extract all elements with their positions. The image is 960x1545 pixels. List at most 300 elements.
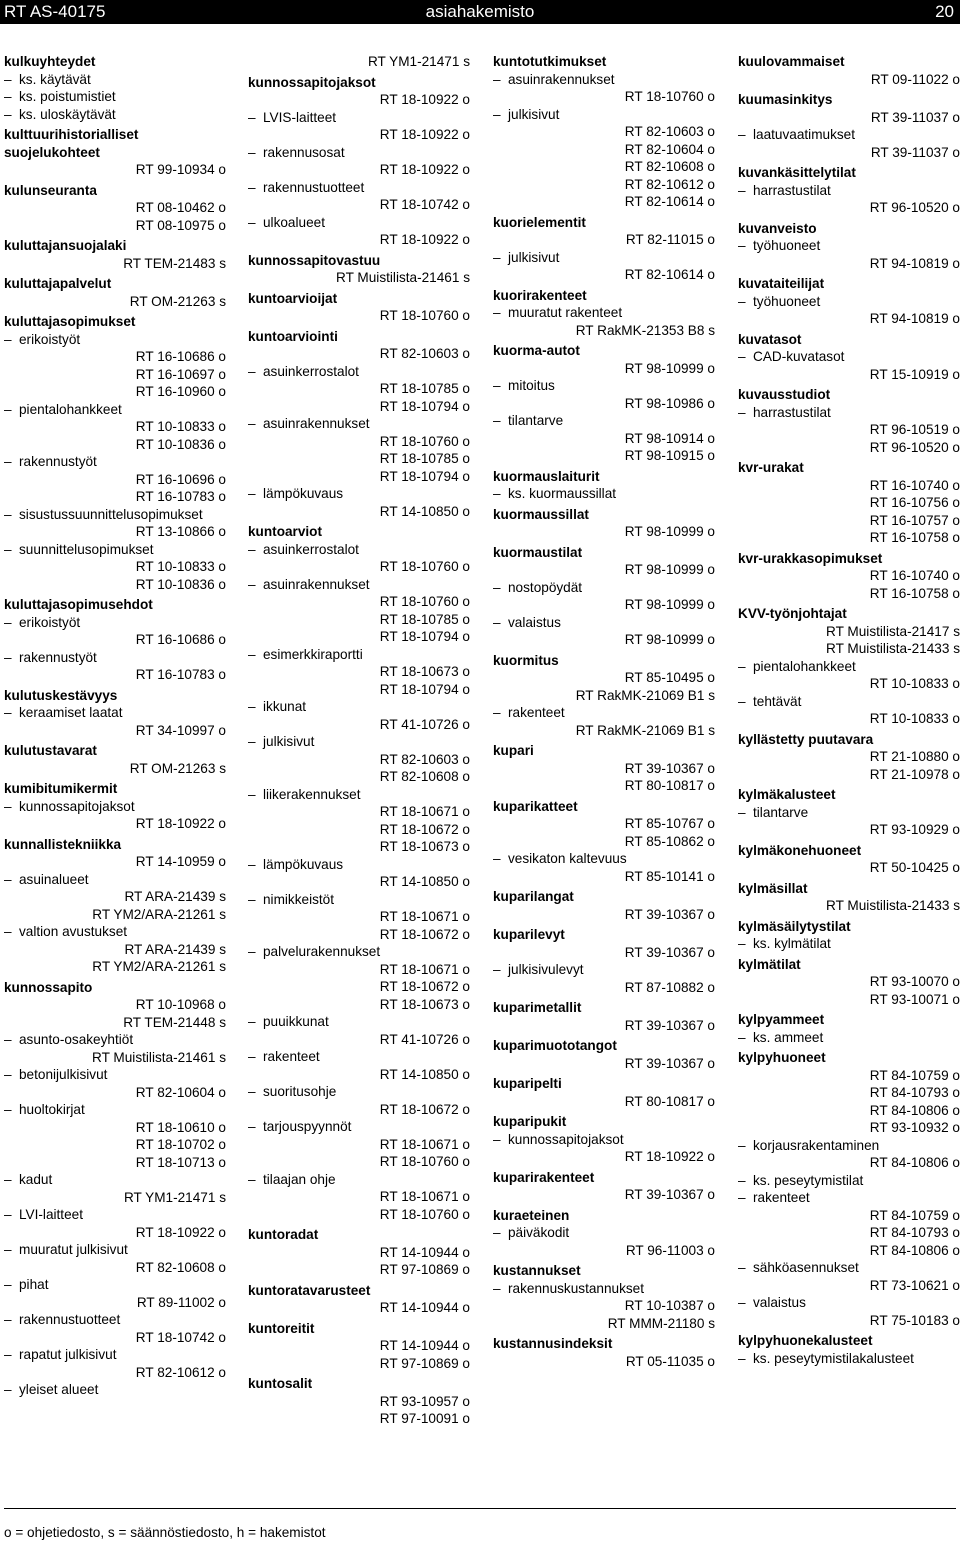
index-entry <box>738 53 960 88</box>
index-entry <box>738 918 960 953</box>
document-reference: RT 16-10756 o <box>869 495 960 510</box>
document-reference: RT 18-10671 o <box>379 804 470 819</box>
index-entry <box>493 1262 715 1332</box>
document-reference: RT 96-10520 o <box>869 439 960 455</box>
document-reference: RT 98-10999 o <box>624 360 715 376</box>
index-entry <box>493 1037 715 1072</box>
index-term: kuluttajasopimukset <box>4 314 136 329</box>
document-reference: RT 18-10922 o <box>379 127 470 142</box>
document-reference: RT OM-21263 s <box>129 760 226 776</box>
index-subterm: – julkisivut <box>493 106 715 124</box>
document-reference: RT 82-10608 o <box>379 769 470 784</box>
index-subterm: – ks. peseytymistilakalusteet <box>738 1350 960 1368</box>
index-term: kuraeteinen <box>493 1207 570 1223</box>
index-column-3 <box>493 53 715 1373</box>
index-term: kuntoreitit <box>248 1320 315 1336</box>
index-subterm: – tarjouspyynnöt <box>248 1118 470 1136</box>
index-subterm: – asunto-osakeyhtiöt <box>4 1031 226 1049</box>
index-subterm: – tilantarve <box>738 804 960 822</box>
document-reference: RT 39-10367 o <box>624 906 715 922</box>
index-term: kylmäkalusteet <box>738 787 836 802</box>
index-subterm: – ks. uloskäytävät <box>4 106 226 124</box>
header-document-code: RT AS-40175 <box>4 2 106 21</box>
document-reference: RT 16-10697 o <box>135 366 226 382</box>
document-reference: RT Muistilista-21461 s <box>336 270 470 285</box>
index-entry <box>248 290 470 325</box>
index-subterm: – rapatut julkisivut <box>4 1346 226 1364</box>
document-reference: RT 10-10836 o <box>135 576 226 592</box>
document-reference: RT 18-10794 o <box>379 398 470 414</box>
document-reference: RT 89-11002 o <box>136 1294 226 1310</box>
index-subterm: – rakennustyöt <box>4 453 226 471</box>
document-reference: RT 97-10091 o <box>379 1411 470 1426</box>
document-reference: RT 10-10968 o <box>135 997 226 1012</box>
index-term: kunnossapitojaksot <box>248 74 376 90</box>
document-reference: RT 85-10767 o <box>624 816 715 831</box>
index-subterm: – julkisivut <box>493 249 715 267</box>
footer-divider <box>4 1508 956 1509</box>
index-subterm: – valaistus <box>738 1294 960 1312</box>
index-entry <box>738 1049 960 1329</box>
document-reference: RT 18-10713 o <box>135 1154 226 1170</box>
index-term: kulutustavarat <box>4 743 97 758</box>
document-reference: RT 84-10806 o <box>869 1155 960 1170</box>
index-entry <box>248 328 470 521</box>
document-reference: RT 16-10758 o <box>869 585 960 601</box>
document-reference: RT MMM-21180 s <box>607 1315 715 1331</box>
document-reference: RT 16-10696 o <box>135 471 226 487</box>
document-reference: RT 18-10760 o <box>624 89 715 104</box>
document-reference: RT 10-10833 o <box>869 676 960 691</box>
document-reference: RT 93-10071 o <box>869 991 960 1007</box>
document-reference: RT 18-10742 o <box>379 197 470 212</box>
document-reference: RT 84-10793 o <box>869 1225 960 1240</box>
index-subterm: – tehtävät <box>738 693 960 711</box>
index-entry <box>493 214 715 284</box>
index-term: kuntoarvioijat <box>248 290 338 306</box>
document-reference: RT 18-10742 o <box>135 1329 226 1345</box>
document-reference: RT 93-10932 o <box>869 1120 960 1135</box>
document-reference: RT 14-10850 o <box>379 503 470 519</box>
document-reference: RT Muistilista-21461 s <box>92 1049 226 1065</box>
document-reference: RT 98-10914 o <box>624 430 715 446</box>
document-reference: RT 39-10367 o <box>624 1055 715 1071</box>
document-reference: RT 16-10757 o <box>869 512 960 528</box>
document-reference: RT 18-10671 o <box>379 909 470 924</box>
document-reference: RT RakMK-21353 B8 s <box>575 322 715 338</box>
index-column-1 <box>4 53 226 1402</box>
document-reference: RT 18-10794 o <box>379 629 470 644</box>
index-entry <box>248 1226 470 1279</box>
index-term: kuormaustilat <box>493 544 583 560</box>
index-term: kuparilevyt <box>493 927 565 942</box>
index-term: kuorirakenteet <box>493 287 587 303</box>
document-reference: RT 82-10608 o <box>135 1259 226 1275</box>
document-reference: RT 39-11037 o <box>870 144 960 160</box>
document-reference: RT 18-10922 o <box>624 1149 715 1164</box>
index-entry <box>493 888 715 923</box>
index-subterm: – kadut <box>4 1171 226 1189</box>
index-subterm: – yleiset alueet <box>4 1381 226 1399</box>
document-reference: RT 39-10367 o <box>624 944 715 960</box>
index-term: kylmäsillat <box>738 880 808 896</box>
index-entry <box>248 523 470 1223</box>
document-reference: RT RakMK-21069 B1 s <box>575 687 715 703</box>
document-reference: RT 16-10783 o <box>135 667 226 682</box>
index-subterm: – ks. ammeet <box>738 1029 960 1047</box>
footer-legend: o = ohjetiedosto, s = säännöstiedosto, h = hakemistot <box>4 1525 326 1540</box>
document-reference: RT 87-10882 o <box>624 979 715 995</box>
index-subterm: – julkisivut <box>248 733 470 751</box>
document-reference: RT 41-10726 o <box>379 716 470 732</box>
index-entry <box>493 1113 715 1166</box>
index-subterm: – pientalohankkeet <box>738 658 960 676</box>
index-entry <box>4 126 226 179</box>
index-subterm: – lämpökuvaus <box>248 485 470 503</box>
index-entry <box>738 220 960 273</box>
index-entry <box>738 386 960 456</box>
document-reference: RT Muistilista-21433 s <box>826 898 960 913</box>
index-subterm: – lämpökuvaus <box>248 856 470 874</box>
document-reference: RT 50-10425 o <box>869 860 960 875</box>
index-term: kuorielementit <box>493 214 586 230</box>
index-entry <box>738 1011 960 1046</box>
index-subterm: – laatuvaatimukset <box>738 126 960 144</box>
index-subterm: – nostopöydät <box>493 579 715 597</box>
index-subterm: – CAD-kuvatasot <box>738 348 960 366</box>
index-entry <box>493 1207 715 1260</box>
document-reference: RT 18-10760 o <box>379 594 470 609</box>
document-reference: RT 82-10612 o <box>624 176 715 192</box>
document-reference: RT 10-10833 o <box>135 559 226 574</box>
index-term: kulutuskestävyys <box>4 687 118 703</box>
index-entry <box>738 331 960 384</box>
index-subterm: – ks. kuormaussillat <box>493 485 715 503</box>
index-term: kulunseuranta <box>4 182 97 198</box>
document-reference: RT YM2/ARA-21261 s <box>92 959 226 974</box>
document-reference: RT 16-10740 o <box>869 477 960 493</box>
document-reference: RT 98-10915 o <box>624 448 715 463</box>
index-term: kuvataiteilijat <box>738 276 825 291</box>
index-subterm: – asuinalueet <box>4 871 226 889</box>
document-reference: RT 18-10671 o <box>379 1189 470 1204</box>
document-reference: RT 18-10672 o <box>379 821 470 837</box>
index-subterm: – mitoitus <box>493 377 715 395</box>
document-reference: RT 82-10603 o <box>379 751 470 767</box>
document-reference: RT 93-10070 o <box>869 974 960 989</box>
index-entry <box>493 742 715 795</box>
document-reference: RT 98-10999 o <box>624 632 715 647</box>
index-subterm: – suoritusohje <box>248 1083 470 1101</box>
index-subterm: – rakenteet <box>493 704 715 722</box>
document-reference: RT 84-10806 o <box>869 1242 960 1258</box>
document-reference: RT 84-10759 o <box>869 1067 960 1083</box>
index-term: kuntotutkimukset <box>493 54 607 69</box>
index-subterm: – ikkunat <box>248 698 470 716</box>
document-reference: RT 18-10672 o <box>379 979 470 994</box>
index-term: kuluttajapalvelut <box>4 276 112 291</box>
index-subterm: – asuinkerrostalot <box>248 363 470 381</box>
index-term: kuntoarviot <box>248 524 323 539</box>
index-subterm: – ks. peseytymistilat <box>738 1172 960 1190</box>
document-reference: RT 18-10673 o <box>379 996 470 1012</box>
document-reference: RT 80-10817 o <box>624 1093 715 1109</box>
document-reference: RT 18-10673 o <box>379 664 470 679</box>
document-reference: RT 14-10944 o <box>379 1300 470 1315</box>
document-reference: RT 14-10850 o <box>379 874 470 889</box>
document-reference: RT 18-10760 o <box>379 433 470 449</box>
page-header <box>0 0 960 24</box>
index-subterm: – rakennustyöt <box>4 649 226 667</box>
index-entry <box>493 1169 715 1204</box>
index-term: kylmätilat <box>738 956 801 972</box>
index-column-2 <box>248 53 470 1431</box>
index-subterm: – ks. käytävät <box>4 71 226 89</box>
document-reference: RT 18-10760 o <box>379 308 470 323</box>
document-reference: RT 14-10944 o <box>379 1338 470 1353</box>
document-reference: RT 97-10869 o <box>379 1262 470 1277</box>
index-entry <box>248 1320 470 1373</box>
document-reference: RT 10-10836 o <box>135 436 226 452</box>
document-reference: RT 82-10614 o <box>624 267 715 282</box>
index-term: kunnossapito <box>4 979 93 995</box>
document-reference: RT 80-10817 o <box>624 778 715 793</box>
document-reference: RT 39-11037 o <box>870 109 960 125</box>
index-entry <box>4 275 226 310</box>
document-reference: RT 94-10819 o <box>869 311 960 326</box>
index-term: kuparimuototangot <box>493 1038 617 1053</box>
index-subterm: – valtion avustukset <box>4 923 226 941</box>
index-term: kuvatasot <box>738 331 802 347</box>
index-subterm: – esimerkkiraportti <box>248 646 470 664</box>
document-reference: RT 15-10919 o <box>869 366 960 382</box>
index-term: kuormaussillat <box>493 506 589 522</box>
index-subterm: – pientalohankkeet <box>4 401 226 419</box>
document-reference: RT 93-10929 o <box>869 822 960 837</box>
document-reference: RT YM1-21471 s <box>123 1189 226 1205</box>
document-reference: RT 97-10869 o <box>379 1355 470 1371</box>
index-subterm: – palvelurakennukset <box>248 943 470 961</box>
index-term: kuormauslaiturit <box>493 468 600 484</box>
index-entry <box>248 74 470 249</box>
document-reference: RT 18-10922 o <box>135 816 226 831</box>
index-entry <box>493 506 715 541</box>
document-reference: RT OM-21263 s <box>129 293 226 309</box>
document-reference: RT ARA-21439 s <box>124 889 226 904</box>
document-reference: RT 98-10986 o <box>624 395 715 411</box>
document-reference: RT 16-10686 o <box>135 632 226 647</box>
index-entry <box>493 999 715 1034</box>
document-reference: RT 93-10957 o <box>379 1393 470 1409</box>
document-reference: RT 96-10519 o <box>869 422 960 437</box>
document-reference: RT 85-10141 o <box>624 868 715 884</box>
index-term: kvr-urakkasopimukset <box>738 550 883 566</box>
index-subterm: – työhuoneet <box>738 293 960 311</box>
index-subterm: – liikerakennukset <box>248 786 470 804</box>
document-reference: RT 18-10922 o <box>379 92 470 107</box>
index-subterm: – asuinkerrostalot <box>248 541 470 559</box>
index-term: kylmäkonehuoneet <box>738 842 862 858</box>
document-reference: RT 16-10758 o <box>869 530 960 545</box>
index-subterm: – LVIS-laitteet <box>248 109 470 127</box>
index-term: kuntoradat <box>248 1227 319 1242</box>
index-term: kuluttajasopimusehdot <box>4 597 153 612</box>
index-entry <box>4 53 226 123</box>
index-entry <box>493 798 715 886</box>
document-reference: RT 18-10922 o <box>379 232 470 247</box>
index-term: kuntoratavarusteet <box>248 1282 371 1298</box>
index-entry <box>493 468 715 503</box>
index-subterm: – sähköasennukset <box>738 1259 960 1277</box>
document-reference: RT 21-10978 o <box>869 766 960 782</box>
index-subterm: – rakennusosat <box>248 144 470 162</box>
index-term: kuormitus <box>493 652 559 668</box>
document-reference: RT 18-10610 o <box>135 1119 226 1135</box>
index-entry <box>248 252 470 287</box>
index-entry <box>738 1332 960 1367</box>
document-reference: RT 18-10702 o <box>135 1137 226 1152</box>
index-term: kuntoarviointi <box>248 328 338 344</box>
index-term: kyllästetty puutavara <box>738 731 874 747</box>
index-subterm: – muuratut rakenteet <box>493 304 715 322</box>
index-entry <box>493 1075 715 1110</box>
index-entry <box>4 836 226 976</box>
document-reference: RT 18-10794 o <box>379 681 470 697</box>
document-reference: RT 18-10672 o <box>379 926 470 942</box>
header-page-number: 20 <box>935 2 954 21</box>
document-reference: RT 05-11035 o <box>625 1353 715 1369</box>
document-reference: RT 99-10934 o <box>135 162 226 177</box>
document-reference: RT 94-10819 o <box>869 255 960 271</box>
index-subterm: – ulkoalueet <box>248 214 470 232</box>
document-reference: RT 85-10495 o <box>624 670 715 685</box>
document-reference: RT 98-10999 o <box>624 562 715 577</box>
document-reference: RT 82-10612 o <box>135 1364 226 1380</box>
index-term: kunnallistekniikka <box>4 836 122 852</box>
index-term: kuulovammaiset <box>738 54 845 69</box>
document-reference: RT 16-10740 o <box>869 568 960 583</box>
index-entry <box>493 287 715 340</box>
index-term: kuparilangat <box>493 889 574 904</box>
document-reference: RT 98-10999 o <box>624 597 715 612</box>
document-reference: RT 14-10850 o <box>379 1066 470 1082</box>
index-term: kuvankäsittelytilat <box>738 165 856 180</box>
document-reference: RT 73-10621 o <box>869 1277 960 1293</box>
index-entry <box>738 786 960 839</box>
index-term: kuluttajansuojalaki <box>4 238 127 253</box>
index-term: kuparikatteet <box>493 798 578 814</box>
document-reference: RT 18-10672 o <box>379 1101 470 1117</box>
index-term: kuvausstudiot <box>738 387 831 402</box>
index-entry <box>4 596 226 684</box>
document-reference: RT RakMK-21069 B1 s <box>575 722 715 738</box>
index-subterm: – tilantarve <box>493 412 715 430</box>
document-reference: RT 10-10833 o <box>869 711 960 726</box>
document-reference: RT 10-10387 o <box>624 1298 715 1313</box>
index-entry <box>493 926 715 996</box>
index-subterm: – harrastustilat <box>738 182 960 200</box>
index-entry <box>738 459 960 547</box>
index-entry <box>4 687 226 740</box>
index-entry <box>738 731 960 784</box>
document-reference: RT YM1-21471 s <box>367 54 470 69</box>
index-entry <box>4 979 226 1399</box>
document-reference: RT 18-10785 o <box>379 381 470 396</box>
index-term: kylpyhuoneet <box>738 1050 826 1065</box>
index-entry <box>4 742 226 777</box>
index-term: kuvanveisto <box>738 220 817 236</box>
index-entry <box>738 956 960 1009</box>
index-subterm: – muuratut julkisivut <box>4 1241 226 1259</box>
document-reference: RT 82-11015 o <box>625 232 715 247</box>
document-reference: RT 16-10960 o <box>135 384 226 399</box>
index-subterm: – asuinrakennukset <box>493 71 715 89</box>
index-term: kuntosalit <box>248 1376 313 1391</box>
index-subterm: – huoltokirjat <box>4 1101 226 1119</box>
index-term: kustannusindeksit <box>493 1336 613 1351</box>
document-reference: RT 09-11022 o <box>870 71 960 87</box>
document-reference: RT 39-10367 o <box>624 760 715 776</box>
document-reference: RT 18-10785 o <box>379 611 470 627</box>
index-entry <box>248 53 470 71</box>
index-subterm: – asuinrakennukset <box>248 415 470 433</box>
index-subterm: – rakennustuotteet <box>248 179 470 197</box>
index-subterm: – rakennustuotteet <box>4 1311 226 1329</box>
index-subterm: – ks. kylmätilat <box>738 935 960 953</box>
index-subterm: – valaistus <box>493 614 715 632</box>
document-reference: RT 18-10671 o <box>379 1136 470 1152</box>
document-reference: RT YM2/ARA-21261 s <box>92 906 226 922</box>
document-reference: RT 96-11003 o <box>625 1242 715 1258</box>
document-reference: RT 39-10367 o <box>624 1187 715 1202</box>
index-term: kuparipelti <box>493 1076 562 1091</box>
document-reference: RT 16-10783 o <box>135 489 226 504</box>
document-reference: RT 13-10866 o <box>135 524 226 539</box>
index-entry <box>493 544 715 649</box>
index-subterm: – vesikaton kaltevuus <box>493 850 715 868</box>
document-reference: RT 82-10603 o <box>379 346 470 361</box>
index-term: kulkuyhteydet <box>4 54 96 69</box>
document-reference: RT 85-10862 o <box>624 833 715 849</box>
document-reference: RT 84-10759 o <box>869 1207 960 1223</box>
index-subterm: – rakenteet <box>248 1048 470 1066</box>
header-section-title: asiahakemisto <box>425 2 535 21</box>
document-reference: RT 84-10806 o <box>869 1102 960 1118</box>
index-subterm: – nimikkeistöt <box>248 891 470 909</box>
index-term: kvr-urakat <box>738 460 804 475</box>
index-subterm: – LVI-laitteet <box>4 1206 226 1224</box>
index-entry <box>493 652 715 740</box>
index-subterm: – päiväkodit <box>493 1224 715 1242</box>
document-reference: RT 18-10673 o <box>379 839 470 854</box>
document-reference: RT 18-10922 o <box>135 1224 226 1240</box>
index-subterm: – rakenteet <box>738 1189 960 1207</box>
index-subterm: – suunnittelusopimukset <box>4 541 226 559</box>
index-entry <box>493 342 715 465</box>
index-subterm: – asuinrakennukset <box>248 576 470 594</box>
document-reference: RT 21-10880 o <box>869 749 960 764</box>
index-entry <box>738 91 960 161</box>
index-subterm: – erikoistyöt <box>4 331 226 349</box>
index-subterm: – pihat <box>4 1276 226 1294</box>
document-reference: RT 82-10614 o <box>624 194 715 209</box>
index-subterm: – julkisivulevyt <box>493 961 715 979</box>
document-reference: RT 14-10944 o <box>379 1244 470 1260</box>
index-term: kumibitumikermit <box>4 781 118 796</box>
index-subterm: – ks. poistumistiet <box>4 88 226 106</box>
index-term: KVV-työnjohtajat <box>738 606 847 621</box>
index-subterm: – kunnossapitojaksot <box>4 798 226 816</box>
